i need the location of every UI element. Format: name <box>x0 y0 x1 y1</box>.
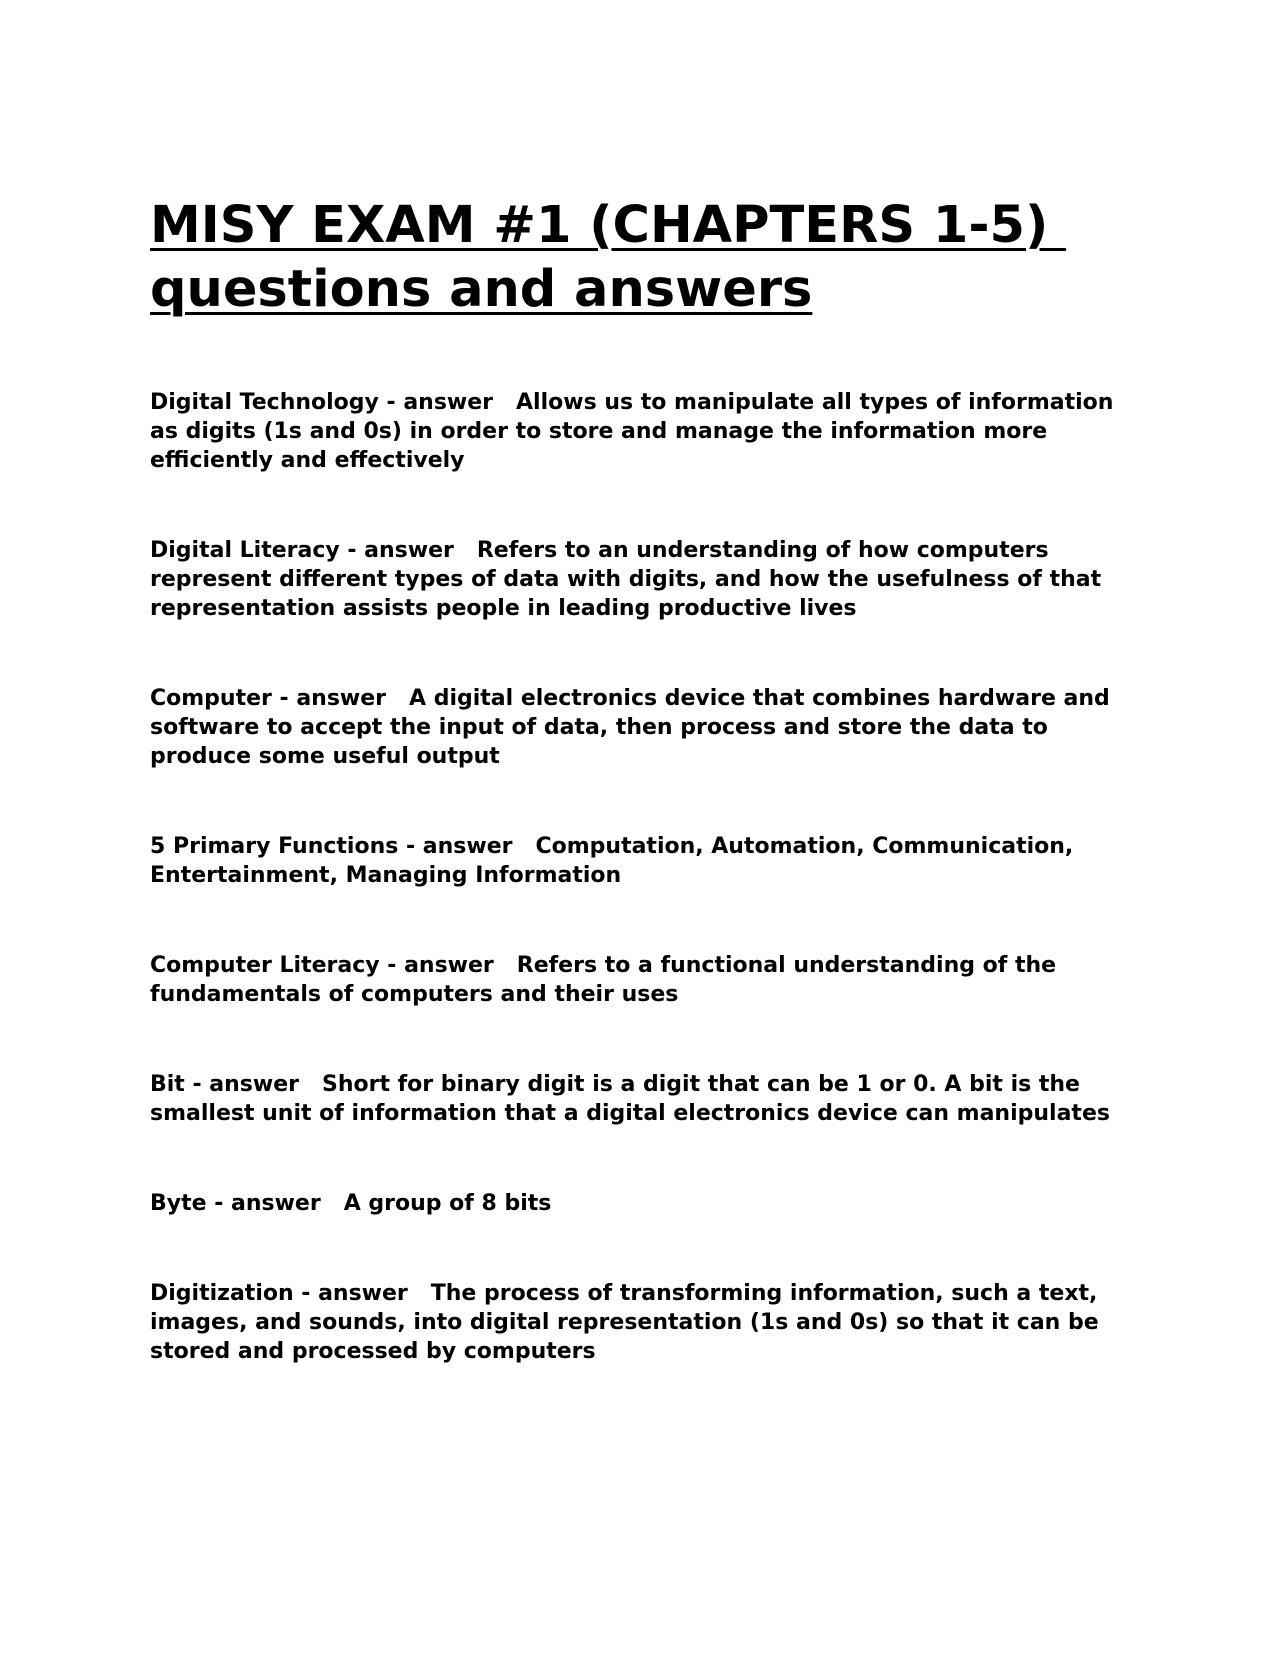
qa-term: Byte - answer <box>150 1191 321 1216</box>
title-line-2: questions and answers <box>150 260 813 319</box>
qa-term: Computer - answer <box>150 686 387 711</box>
qa-item-digital-literacy <box>150 536 1140 623</box>
qa-answer: Computation, Automation, Communication, Entertainment, Managing Information <box>150 834 1081 888</box>
qa-item-byte <box>150 1189 1140 1218</box>
qa-item-digitization <box>150 1279 1140 1366</box>
qa-item-computer <box>150 684 1140 771</box>
qa-answer: The process of transforming information, such a text, images, and sounds, into digital representation (1s and 0s) so that it can be stored and processed by computers <box>150 1281 1107 1364</box>
qa-item-bit <box>150 1070 1140 1128</box>
qa-item-computer-literacy <box>150 951 1140 1009</box>
qa-answer: Short for binary digit is a digit that can be 1 or 0. A bit is the smallest unit of information that a digital electronics device can manipulates <box>150 1072 1110 1126</box>
qa-answer: Refers to a functional understanding of the fundamentals of computers and their uses <box>150 953 1064 1007</box>
qa-term: Digital Literacy - answer <box>150 538 454 563</box>
qa-term: 5 Primary Functions - answer <box>150 834 513 859</box>
qa-answer: A group of 8 bits <box>343 1191 552 1216</box>
qa-answer: Allows us to manipulate all types of information as digits (1s and 0s) in order to store and manage the information more efficiently and effectively <box>150 390 1122 473</box>
page-title <box>150 194 1150 322</box>
qa-list <box>150 388 1140 1366</box>
qa-answer: A digital electronics device that combines hardware and software to accept the input of data, then process and store the data to produce some useful output <box>150 686 1118 769</box>
qa-term: Computer Literacy - answer <box>150 953 494 978</box>
qa-item-digital-technology <box>150 388 1140 475</box>
title-line-1: MISY EXAM #1 (CHAPTERS 1-5) <box>150 196 1067 255</box>
qa-term: Digital Technology - answer <box>150 390 494 415</box>
qa-term: Digitization - answer <box>150 1281 408 1306</box>
qa-item-primary-functions <box>150 832 1140 890</box>
qa-answer: Refers to an understanding of how computers represent different types of data with digits, and how the usefulness of that representation assists people in leading productive lives <box>150 538 1109 621</box>
qa-term: Bit - answer <box>150 1072 299 1097</box>
